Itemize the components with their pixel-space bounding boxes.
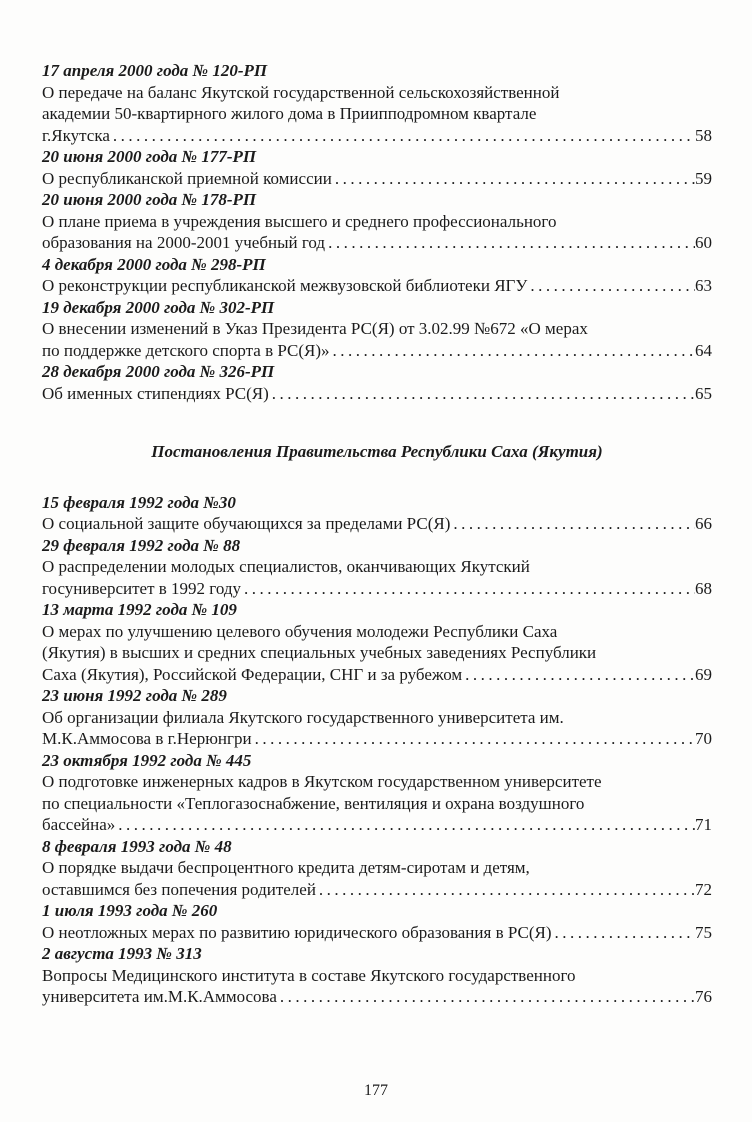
toc-entry	[42, 943, 712, 1008]
entry-page-number: 60	[695, 233, 712, 252]
toc-entry	[42, 492, 712, 535]
page-footer	[0, 1082, 752, 1100]
entry-line: О распределении молодых специалистов, оканчивающих Якутский	[42, 557, 530, 576]
dot-leader	[115, 814, 695, 836]
entry-line: О передаче на баланс Якутской государственной сельскохозяйственной	[42, 82, 560, 102]
entry-tail-line	[42, 232, 712, 254]
entry-date: 4 декабря 2000 года № 298-РП	[42, 254, 266, 274]
entry-tail-text: Об именных стипендиях РС(Я)	[42, 383, 269, 403]
entry-tail-line	[42, 275, 712, 297]
toc-entry	[42, 900, 712, 943]
entry-tail-line	[42, 922, 712, 944]
entry-date: 20 июня 2000 года № 178-РП	[42, 190, 257, 209]
entry-tail-line	[42, 728, 712, 750]
toc-entry	[42, 146, 712, 189]
dot-leader	[241, 578, 695, 600]
toc-section	[42, 492, 712, 1008]
entry-page-number: 75	[695, 922, 712, 942]
entry-page-number: 71	[695, 815, 712, 834]
dot-leader	[252, 728, 695, 750]
entry-date: 23 октября 1992 года № 445	[42, 750, 252, 770]
entry-date: 15 февраля 1992 года №30	[42, 492, 236, 512]
section-heading: Постановления Правительства Республики Саха (Якутия)	[151, 442, 603, 461]
entry-page-number: 59	[695, 168, 712, 188]
entry-tail-text: О неотложных мерах по развитию юридического образования в РС(Я)	[42, 922, 552, 942]
toc-entry	[42, 750, 712, 836]
entry-date: 2 августа 1993 № 313	[42, 944, 202, 963]
entry-tail-line	[42, 664, 712, 686]
dot-leader	[552, 922, 695, 944]
entry-tail-text: оставшимся без попечения родителей	[42, 879, 316, 899]
entry-tail-text: образования на 2000-2001 учебный год	[42, 233, 326, 252]
entry-date: 8 февраля 1993 года № 48	[42, 836, 232, 856]
entry-page-number: 72	[695, 879, 712, 899]
entry-tail-text: О реконструкции республиканской межвузовской библиотеки ЯГУ	[42, 276, 528, 295]
entry-date: 13 марта 1992 года № 109	[42, 600, 237, 619]
dot-leader	[110, 125, 695, 147]
toc-entry	[42, 189, 712, 254]
table-of-contents	[42, 60, 712, 1008]
dot-leader	[527, 275, 695, 297]
toc-entry	[42, 297, 712, 362]
entry-date: 20 июня 2000 года № 177-РП	[42, 147, 257, 166]
entry-tail-text: госуниверситет в 1992 году	[42, 578, 241, 598]
dot-leader	[277, 986, 695, 1008]
entry-page-number: 63	[695, 276, 712, 295]
entry-line: О плане приема в учреждения высшего и среднего профессионального	[42, 211, 557, 231]
entry-page-number: 76	[695, 987, 712, 1006]
toc-entry	[42, 535, 712, 600]
entry-tail-text: по поддержке детского спорта в РС(Я)»	[42, 340, 330, 360]
entry-line: Вопросы Медицинского института в составе Якутского государственного	[42, 965, 576, 985]
entry-tail-line	[42, 986, 712, 1008]
entry-tail-line	[42, 168, 712, 190]
entry-tail-line	[42, 879, 712, 901]
entry-tail-text: университета им.М.К.Аммосова	[42, 987, 277, 1006]
dot-leader	[316, 879, 695, 901]
entry-date: 29 февраля 1992 года № 88	[42, 535, 241, 555]
toc-entry	[42, 836, 712, 901]
entry-page-number: 65	[695, 383, 712, 403]
entry-tail-line	[42, 340, 712, 362]
entry-page-number: 69	[695, 664, 712, 684]
entry-page-number: 70	[695, 729, 712, 748]
entry-tail-line	[42, 383, 712, 405]
toc-entry	[42, 361, 712, 404]
entry-date: 23 июня 1992 года № 289	[42, 686, 227, 705]
entry-line: Об организации филиала Якутского государственного университета им.	[42, 707, 564, 727]
entry-line: академии 50-квартирного жилого дома в Приипподромном квартале	[42, 104, 537, 123]
toc-section	[42, 60, 712, 404]
dot-leader	[330, 340, 695, 362]
entry-line: О подготовке инженерных кадров в Якутском государственном университете	[42, 772, 602, 791]
dot-leader	[332, 168, 695, 190]
entry-tail-line	[42, 125, 712, 147]
toc-entry	[42, 599, 712, 685]
dot-leader	[450, 513, 695, 535]
entry-tail-text: бассейна»	[42, 815, 116, 834]
dot-leader	[462, 664, 695, 686]
entry-tail-line	[42, 513, 712, 535]
entry-date: 17 апреля 2000 года № 120-РП	[42, 61, 268, 80]
entry-tail-text: О социальной защите обучающихся за пределами РС(Я)	[42, 514, 451, 533]
entry-tail-text: О республиканской приемной комиссии	[42, 168, 332, 188]
entry-page-number: 58	[695, 125, 712, 145]
entry-page-number: 64	[695, 340, 712, 360]
entry-date: 1 июля 1993 года № 260	[42, 901, 218, 920]
dot-leader	[269, 383, 695, 405]
entry-page-number: 66	[695, 514, 712, 533]
entry-date: 19 декабря 2000 года № 302-РП	[42, 297, 275, 317]
toc-entry	[42, 685, 712, 750]
entry-tail-line	[42, 814, 712, 836]
entry-line: (Якутия) в высших и средних специальных учебных заведениях Республики	[42, 643, 597, 662]
dot-leader	[325, 232, 695, 254]
entry-page-number: 68	[695, 578, 712, 598]
entry-tail-text: Саха (Якутия), Российской Федерации, СНГ и за рубежом	[42, 664, 463, 684]
toc-entry	[42, 254, 712, 297]
entry-line: О внесении изменений в Указ Президента РС(Я) от 3.02.99 №672 «О мерах	[42, 319, 588, 338]
footer-page-number: 177	[364, 1082, 388, 1099]
entry-line: О порядке выдачи беспроцентного кредита детям-сиротам и детям,	[42, 858, 530, 877]
entry-tail-text: М.К.Аммосова в г.Нерюнгри	[42, 729, 252, 748]
toc-entry	[42, 60, 712, 146]
entry-line: по специальности «Теплогазоснабжение, вентиляция и охрана воздушного	[42, 793, 585, 813]
entry-tail-line	[42, 578, 712, 600]
entry-line: О мерах по улучшению целевого обучения молодежи Республики Саха	[42, 621, 558, 641]
entry-tail-text: г.Якутска	[42, 125, 110, 145]
entry-date: 28 декабря 2000 года № 326-РП	[42, 362, 275, 381]
